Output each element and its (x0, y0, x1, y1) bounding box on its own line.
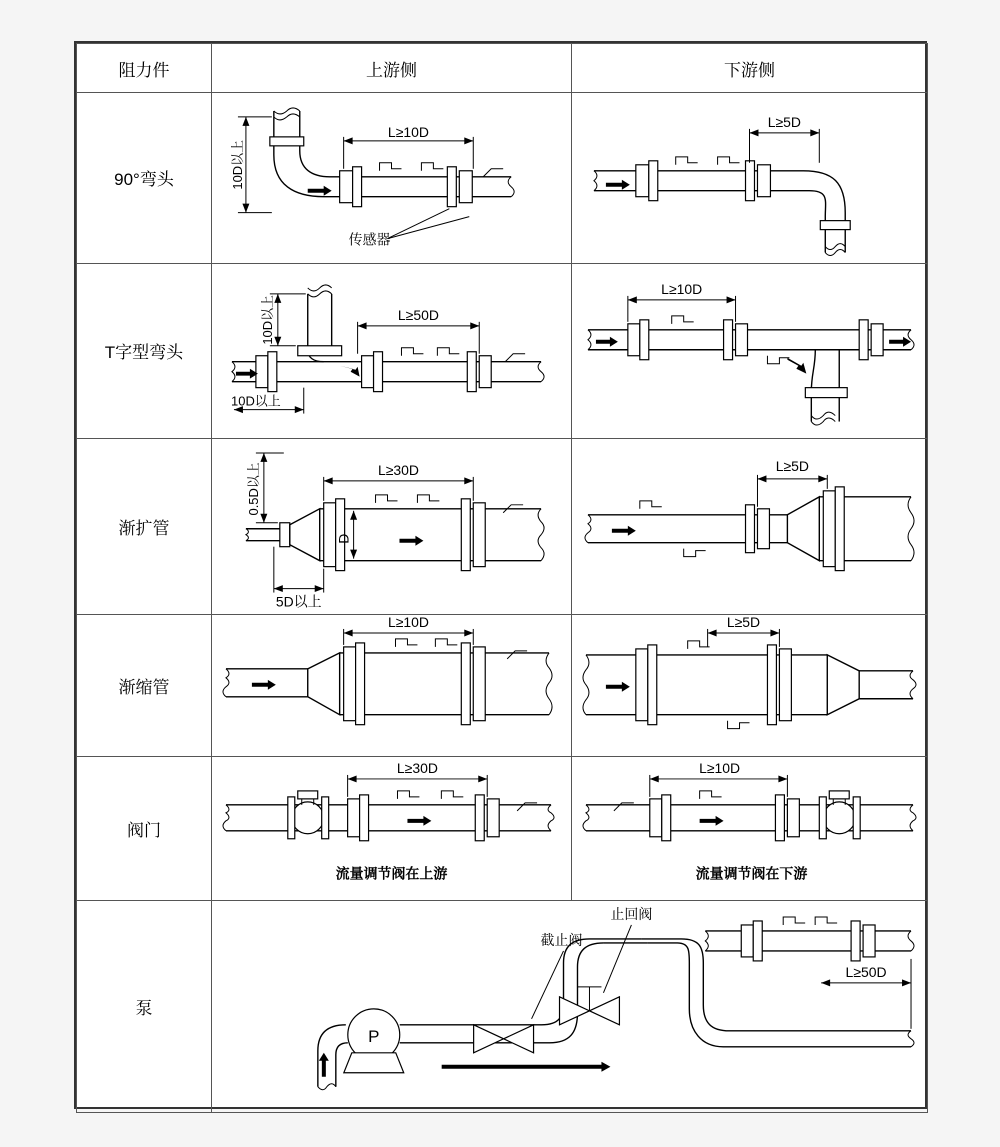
header-downstream: 下游侧 (572, 44, 928, 93)
svg-text:L≥5D: L≥5D (775, 457, 810, 474)
table-row (77, 614, 928, 757)
svg-text:截止阀: 截止阀 (540, 931, 583, 948)
svg-text:L≥5D: L≥5D (726, 614, 761, 630)
cell-tee-downstream (572, 263, 928, 439)
cell-expander-upstream (212, 439, 572, 615)
svg-text:L≥30D: L≥30D (377, 461, 419, 478)
svg-text:L≥50D: L≥50D (397, 306, 439, 323)
svg-text:传感器: 传感器 (348, 231, 391, 248)
svg-text:流量调节阀在上游: 流量调节阀在上游 (335, 865, 448, 882)
table-row (77, 757, 928, 901)
cell-pump-diagram (212, 900, 928, 1113)
header-upstream: 上游侧 (212, 44, 572, 93)
cell-elbow90-upstream (212, 93, 572, 264)
row-label-expander: 渐扩管 (77, 439, 212, 615)
svg-text:L≥10D: L≥10D (387, 123, 429, 140)
svg-text:10D以上: 10D以上 (231, 393, 281, 409)
table-row (77, 439, 928, 615)
header-resistance-part: 阻力件 (77, 44, 212, 93)
cell-valve-upstream (212, 757, 572, 901)
cell-reducer-downstream (572, 614, 928, 757)
cell-expander-downstream (572, 439, 928, 615)
svg-text:止回阀: 止回阀 (610, 905, 653, 922)
row-label-tee: T字型弯头 (77, 263, 212, 439)
row-label-elbow90: 90°弯头 (77, 93, 212, 264)
table-header-row (77, 44, 928, 93)
row-label-valve: 阀门 (77, 757, 212, 901)
svg-text:L≥10D: L≥10D (387, 614, 429, 630)
cell-elbow90-downstream (572, 93, 928, 264)
cell-reducer-upstream (212, 614, 572, 757)
svg-text:5D以上: 5D以上 (275, 593, 322, 610)
svg-text:P: P (368, 1026, 380, 1046)
table-row (77, 900, 928, 1113)
cell-valve-downstream (572, 757, 928, 901)
cell-tee-upstream (212, 263, 572, 439)
svg-text:L≥10D: L≥10D (661, 280, 703, 297)
svg-text:流量调节阀在下游: 流量调节阀在下游 (695, 865, 808, 882)
svg-text:L≥5D: L≥5D (767, 113, 802, 130)
svg-text:10D以上: 10D以上 (259, 294, 275, 345)
svg-text:10D以上: 10D以上 (229, 139, 245, 190)
svg-text:L≥10D: L≥10D (699, 760, 741, 777)
row-label-reducer: 渐缩管 (77, 614, 212, 757)
svg-text:D: D (335, 533, 352, 544)
row-label-pump: 泵 (77, 900, 212, 1113)
diagram-sheet (74, 41, 927, 1109)
svg-text:L≥30D: L≥30D (396, 760, 438, 777)
svg-text:L≥50D: L≥50D (845, 963, 887, 980)
installation-requirements-table (76, 43, 928, 1113)
svg-text:0.5D以上: 0.5D以上 (245, 462, 261, 516)
table-row (77, 263, 928, 439)
table-row (77, 93, 928, 264)
